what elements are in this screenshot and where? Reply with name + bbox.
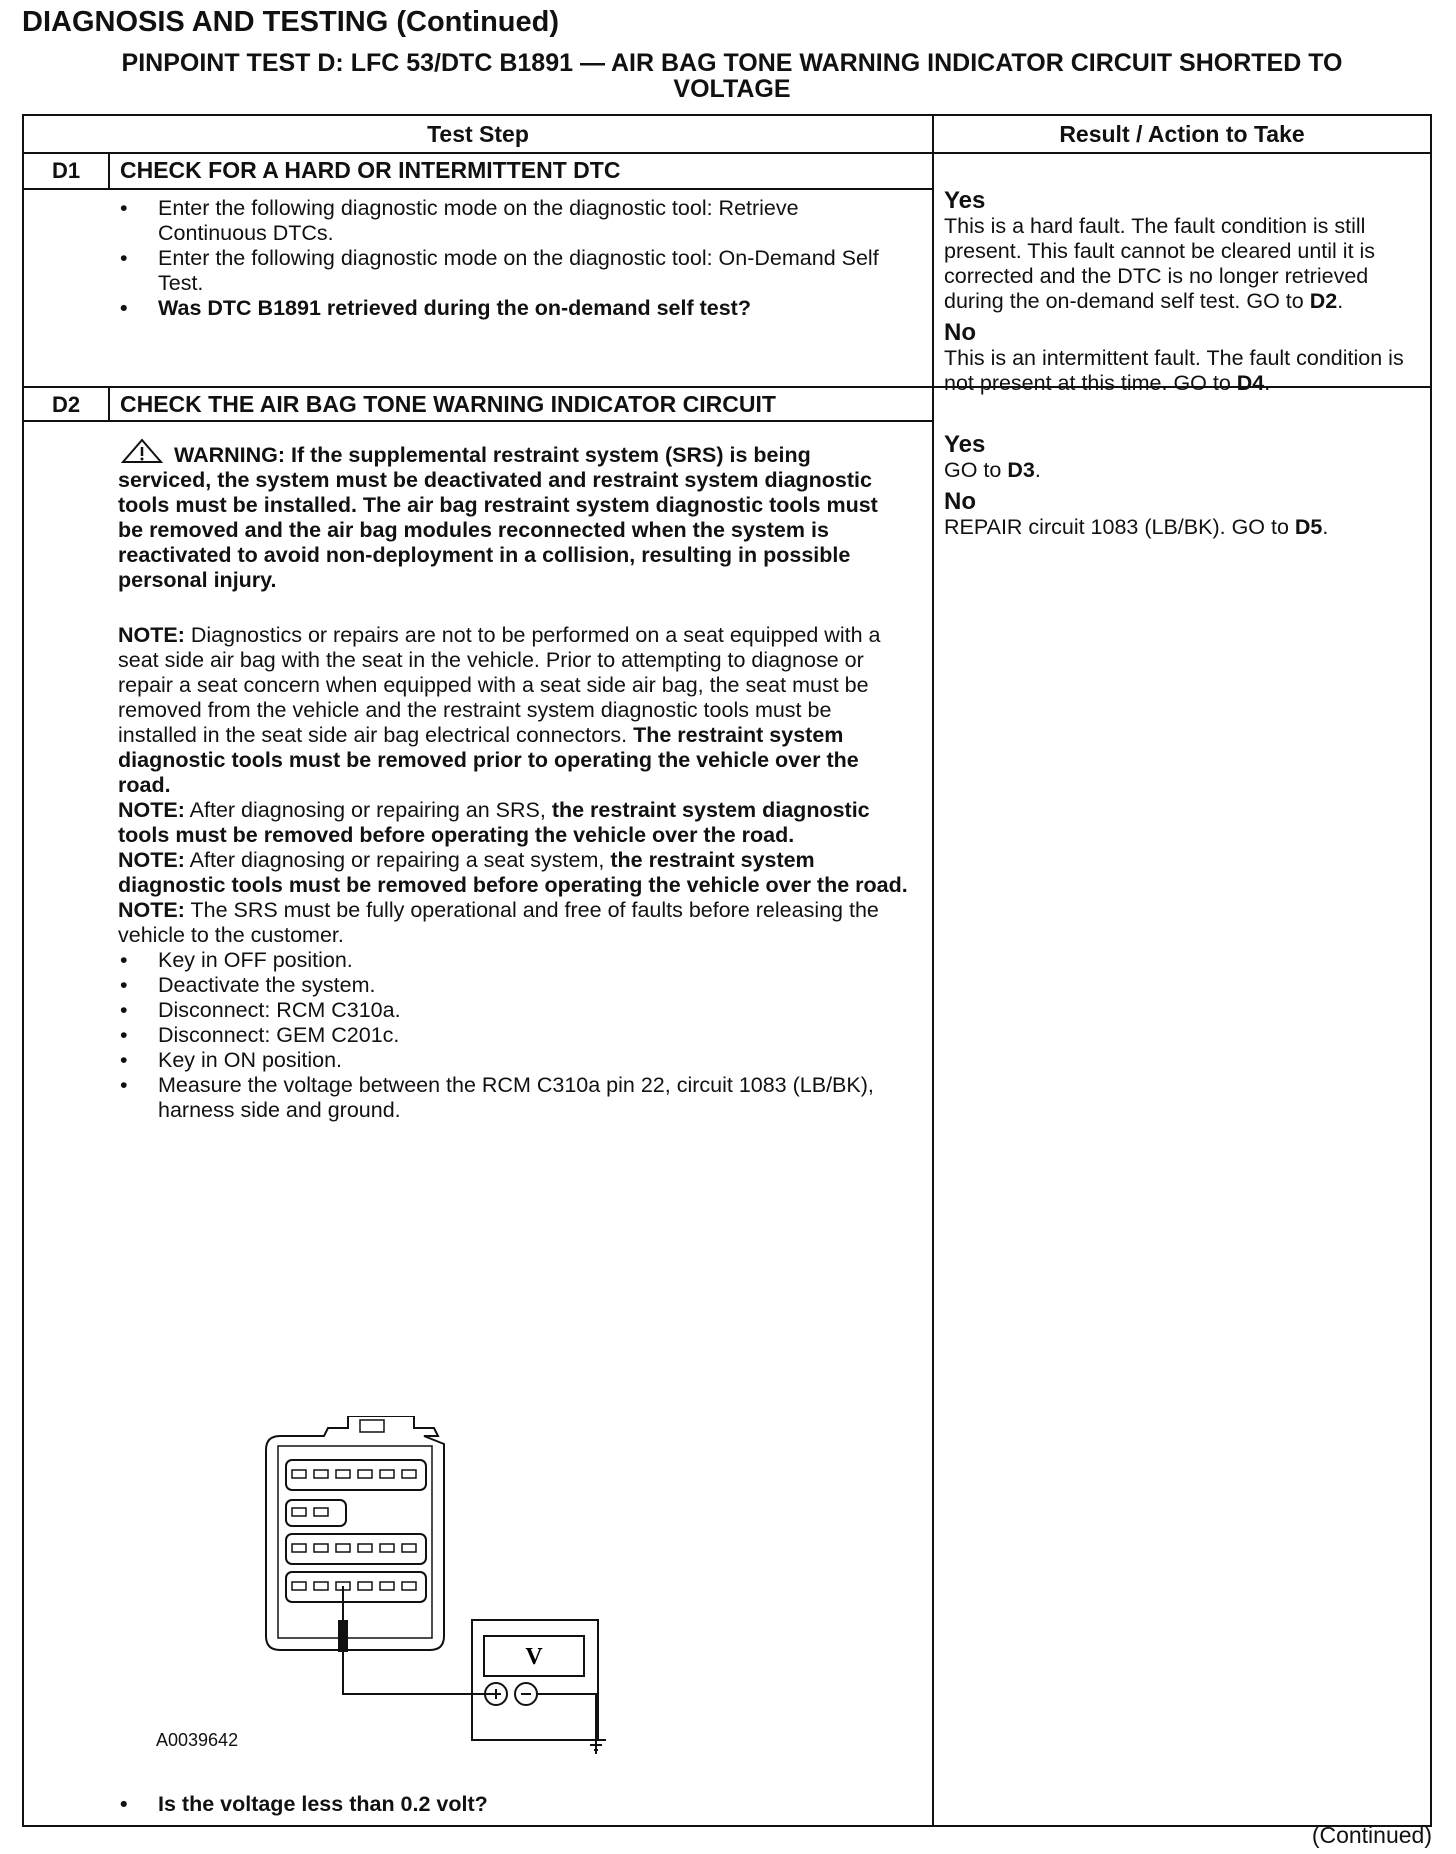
d2-bullet-1: • Key in OFF position.	[120, 948, 908, 973]
pinpoint-test-title	[22, 50, 1442, 102]
step-id-d1: D1	[51, 158, 81, 183]
header-result: Result / Action to Take	[1059, 121, 1305, 147]
d2-id-divider	[108, 386, 110, 420]
d2-yes-text: GO to D3.	[944, 458, 1041, 482]
d2-bullet-5: • Key in ON position.	[120, 1048, 908, 1073]
d1-yes-goto: D2	[1309, 289, 1338, 313]
d1-bullet-2: • Enter the following diagnostic mode on the diagnostic tool: On-Demand Self Test.	[120, 246, 890, 296]
ground-icon	[584, 1728, 608, 1758]
d2-note-3: NOTE: After diagnosing or repairing a seat system, the restraint system diagnostic tools must be removed before operating the vehicle over the road.	[118, 848, 908, 897]
d2-question: • Is the voltage less than 0.2 volt?	[120, 1792, 488, 1817]
column-divider	[932, 116, 934, 1825]
d2-no-label: No	[944, 488, 976, 515]
d1-no-label: No	[944, 319, 976, 346]
d1-bullet-1: • Enter the following diagnostic mode on the diagnostic tool: Retrieve Continuous DTCs.	[120, 196, 890, 246]
d1-title-divider	[24, 188, 932, 190]
d2-title-divider	[24, 420, 932, 422]
d2-question-list	[120, 1792, 488, 1817]
d2-yes-label: Yes	[944, 431, 986, 458]
d2-bullet-4: • Disconnect: GEM C201c.	[120, 1023, 908, 1048]
d1-yes-text: This is a hard fault. The fault condition is still present. This fault cannot be cleared until it is corrected and the DTC is no longer retrieved during the on-demand self test. GO to D2.	[944, 214, 1376, 313]
d2-note-1: NOTE: Diagnostics or repairs are not to be performed on a seat equipped with a seat side air bag with the seat in the vehicle. Prior to attempting to diagnose or repair a seat concern when equipped with a seat side air bag, the seat must be removed from the vehicle and the restraint system diagnostic tools must be installed in the seat side air bag electrical connectors. The restraint system diagnostic tools must be removed prior to operating the vehicle over the road.	[118, 623, 881, 797]
d2-bullet-6: • Measure the voltage between the RCM C310a pin 22, circuit 1083 (LB/BK), harness side and ground.	[120, 1073, 908, 1123]
page-title: DIAGNOSIS AND TESTING (Continued)	[22, 6, 560, 38]
d1-d2-divider	[24, 386, 1430, 388]
d2-note-2: NOTE: After diagnosing or repairing an SRS, the restraint system diagnostic tools must be removed before operating the vehicle over the road.	[118, 798, 870, 847]
d1-id-divider	[108, 152, 110, 188]
subtitle-line-2: VOLTAGE	[673, 75, 791, 103]
d1-no-text: This is an intermittent fault. The fault condition is not present at this time. GO to D4.	[944, 346, 1404, 395]
continued-label: (Continued)	[1311, 1822, 1432, 1848]
d2-yes-goto: D3	[1007, 458, 1035, 482]
d2-warning: WARNING: If the supplemental restraint system (SRS) is being serviced, the system must be deactivated and restraint system diagnostic tools must be installed. The air bag restraint system diagnostic tools must be removed and the air bag modules reconnected when the system is reactivated to avoid non-deployment in a collision, resulting in possible personal injury.	[118, 438, 908, 593]
d1-results	[944, 188, 1424, 396]
d1-steps	[120, 196, 890, 321]
header-divider	[24, 152, 1430, 154]
d1-question: • Was DTC B1891 retrieved during the on-demand self test?	[120, 296, 890, 321]
step-id-d2: D2	[51, 392, 81, 417]
d2-no-text: REPAIR circuit 1083 (LB/BK). GO to D5.	[944, 515, 1329, 539]
step-title-d1: CHECK FOR A HARD OR INTERMITTENT DTC	[120, 157, 621, 183]
voltmeter-icon	[472, 1620, 598, 1754]
d1-no-goto: D4	[1236, 371, 1265, 395]
d2-bullet-3: • Disconnect: RCM C310a.	[120, 998, 908, 1023]
d2-bullet-2: • Deactivate the system.	[120, 973, 908, 998]
d1-yes-label: Yes	[944, 187, 986, 214]
connector-c310a-icon	[266, 1416, 444, 1650]
d2-bullet-list	[120, 948, 908, 1123]
warning-triangle-icon	[120, 438, 164, 464]
d2-no-goto: D5	[1294, 515, 1323, 539]
subtitle-line-1: PINPOINT TEST D: LFC 53/DTC B1891 — AIR BAG TONE WARNING INDICATOR CIRCUIT SHORTED TO	[121, 49, 1343, 77]
d2-steps	[118, 438, 908, 1123]
d2-note-4: NOTE: The SRS must be fully operational and free of faults before releasing the vehicle to the customer.	[118, 898, 879, 947]
connector-voltmeter-diagram	[264, 1416, 734, 1756]
pinpoint-test-table	[22, 114, 1432, 1827]
step-title-d2: CHECK THE AIR BAG TONE WARNING INDICATOR CIRCUIT	[120, 391, 776, 417]
figure-id: A0039642	[156, 1730, 239, 1750]
meter-label: V	[525, 1644, 543, 1670]
header-test-step: Test Step	[427, 121, 529, 147]
d2-results	[944, 420, 1424, 540]
